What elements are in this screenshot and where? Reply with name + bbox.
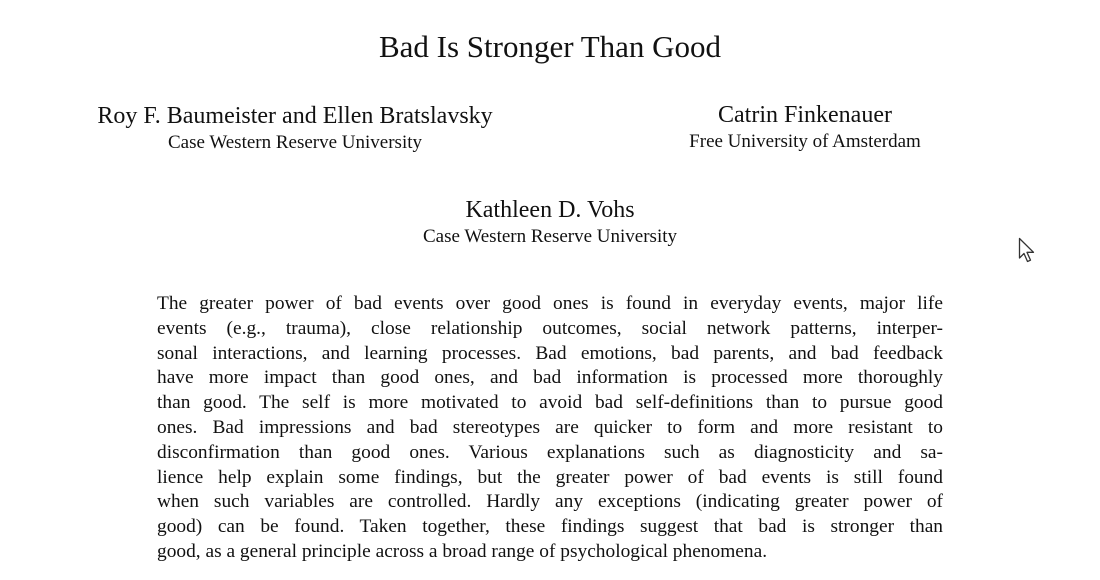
mouse-pointer-icon	[1018, 237, 1038, 265]
abstract-line: events (e.g., trauma), close relationship outcomes, social network patterns, interper-	[157, 317, 943, 339]
abstract-line: sonal interactions, and learning processes. Bad emotions, bad parents, and bad feedback	[157, 342, 943, 364]
author-affiliation: Case Western Reserve University	[167, 132, 423, 153]
abstract-line: ones. Bad impressions and bad stereotypes are quicker to form and more resistant to	[157, 416, 943, 438]
abstract-line: than good. The self is more motivated to avoid bad self-definitions than to pursue good	[157, 392, 943, 414]
abstract-line: have more impact than good ones, and bad information is processed more thoroughly	[157, 367, 943, 389]
author-block-3	[350, 195, 750, 249]
author-affiliation: Case Western Reserve University	[422, 226, 678, 247]
author-name: Roy F. Baumeister and Ellen Bratslavsky	[97, 103, 493, 129]
abstract-line: lience help explain some findings, but the greater power of bad events is still found	[157, 466, 943, 488]
abstract-line: when such variables are controlled. Hardly any exceptions (indicating greater power of	[157, 491, 943, 513]
author-name: Kathleen D. Vohs	[465, 197, 635, 223]
abstract-line: The greater power of bad events over good ones is found in everyday events, major life	[157, 293, 943, 314]
author-block-1	[45, 101, 545, 155]
author-name: Catrin Finkenauer	[718, 102, 892, 128]
abstract-line: disconfirmation than good ones. Various explanations such as diagnosticity and sa-	[157, 441, 943, 463]
abstract-line: good) can be found. Taken together, these findings suggest that bad is stronger than	[157, 516, 943, 538]
abstract-line: good, as a general principle across a broad range of psychological phenomena.	[157, 540, 768, 562]
author-affiliation: Free University of Amsterdam	[689, 131, 921, 152]
abstract	[157, 292, 943, 565]
author-block-2	[655, 100, 955, 154]
paper-title: Bad Is Stronger Than Good	[378, 29, 722, 64]
